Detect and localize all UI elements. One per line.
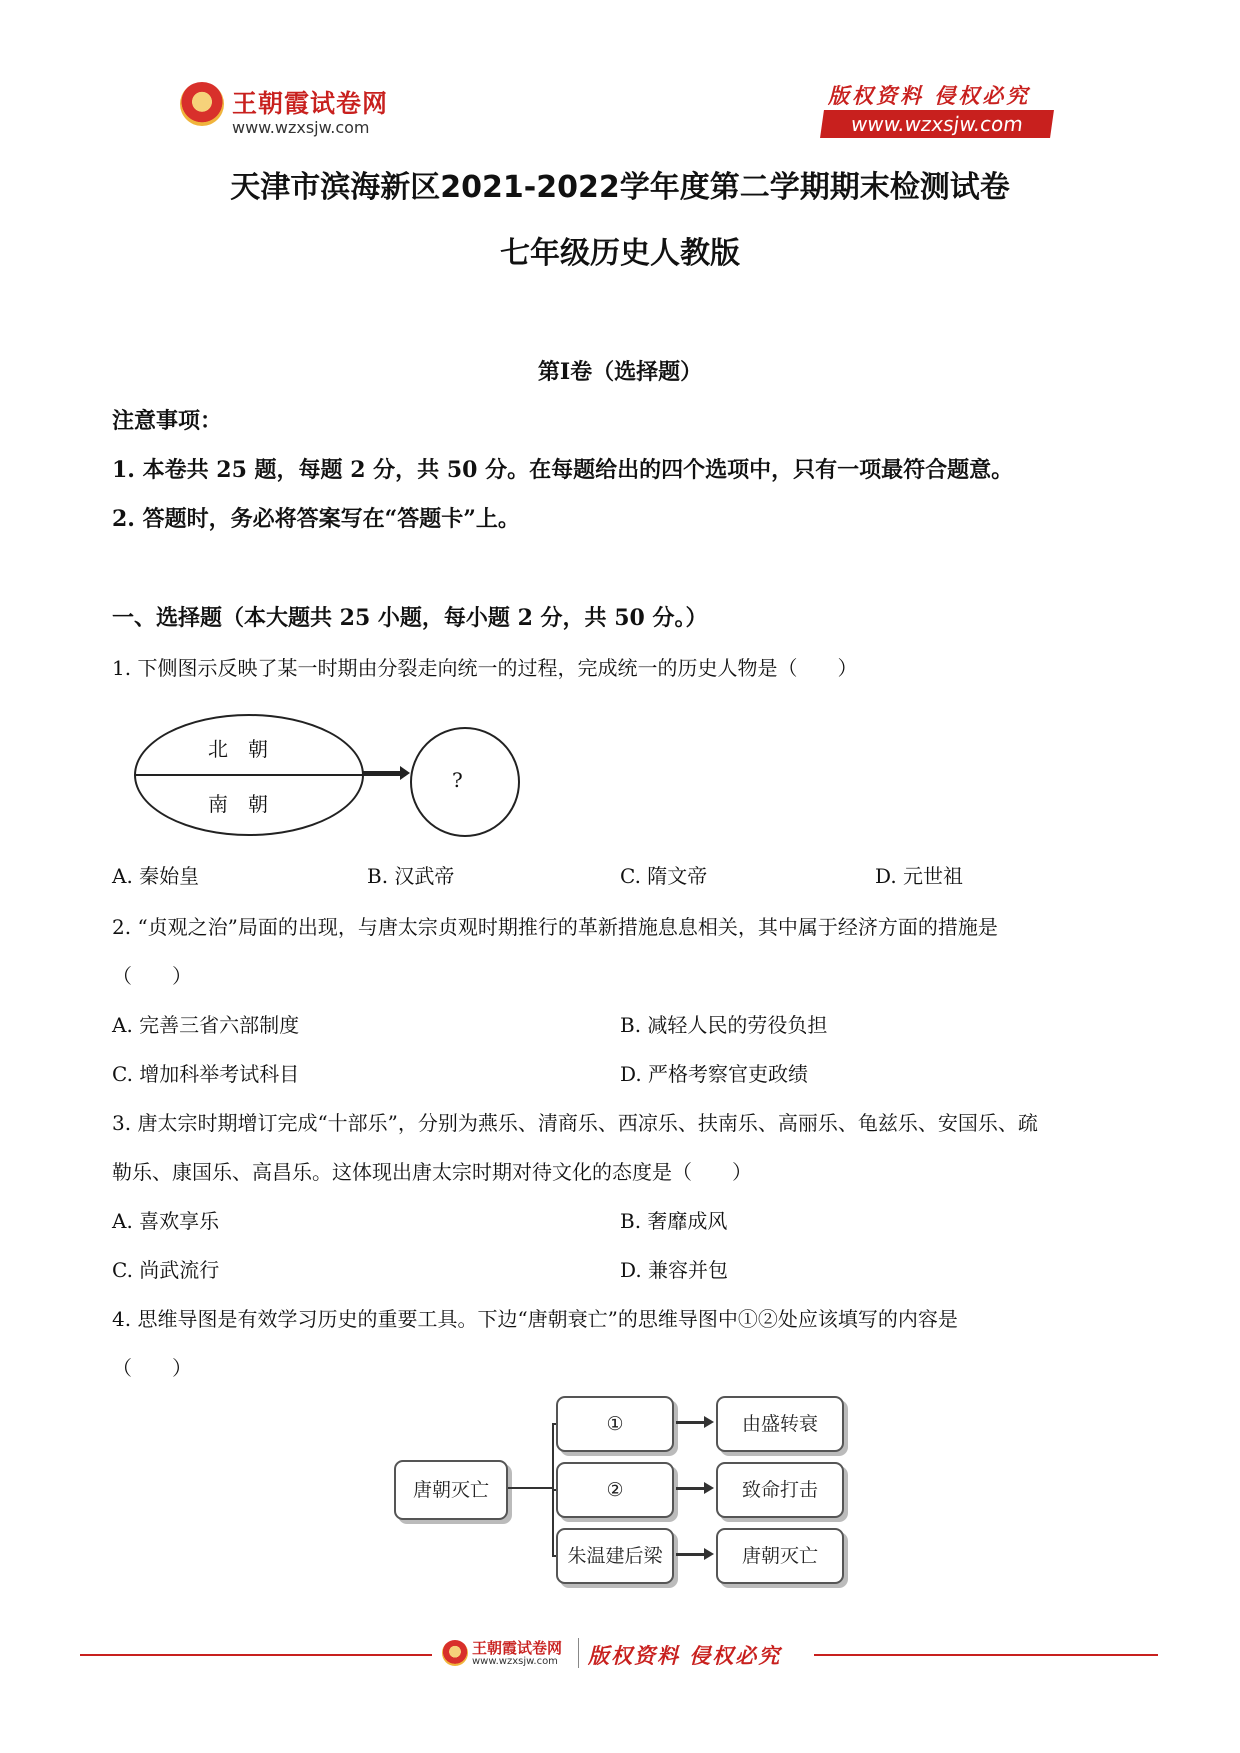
rights-url: www.wzxsjw.com (820, 110, 1054, 138)
q1-diagram-circle (410, 727, 520, 837)
exam-subtitle: 七年级历史人教版 (500, 236, 740, 271)
q1-diagram-top: 北 朝 (208, 737, 268, 761)
q3-option-b: B. 奢靡成风 (620, 1209, 728, 1233)
q4-stem-cont: （ ） (112, 1356, 192, 1380)
footer-rights-notice: 版权资料 侵权必究 (588, 1643, 782, 1668)
rights-notice: 版权资料 侵权必究 (828, 83, 1031, 108)
brand-name: 王朝霞试卷网 (232, 89, 389, 118)
q2-option-b: B. 减轻人民的劳役负担 (620, 1013, 828, 1037)
mindmap-cause-3: 朱温建后梁 (556, 1528, 674, 1584)
mindmap-root: 唐朝灭亡 (394, 1460, 508, 1520)
mindmap-cause-1: ① (556, 1396, 674, 1452)
mindmap-cause-2: ② (556, 1462, 674, 1518)
brand-url: www.wzxsjw.com (232, 118, 370, 137)
q1-option-c: C. 隋文帝 (620, 864, 708, 888)
q4-stem: 4. 思维导图是有效学习历史的重要工具。下边“唐朝衰亡”的思维导图中①②处应该填写的内容是 (112, 1307, 958, 1331)
mindmap-effect-1: 由盛转衰 (716, 1396, 844, 1452)
section-heading: 一、选择题（本大题共 25 小题，每小题 2 分，共 50 分。） (112, 605, 708, 631)
q3-option-c: C. 尚武流行 (112, 1258, 220, 1282)
q2-stem: 2. “贞观之治”局面的出现，与唐太宗贞观时期推行的革新措施息息相关，其中属于经济方面的措施是 (112, 915, 998, 939)
footer-brand-url: www.wzxsjw.com (472, 1656, 558, 1667)
footer-separator (578, 1638, 579, 1668)
q1-diagram-bottom: 南 朝 (208, 792, 268, 816)
mindmap-arrowhead-2 (704, 1482, 714, 1494)
q3-option-a: A. 喜欢享乐 (112, 1209, 220, 1233)
brand-logo (180, 82, 224, 126)
q3-option-d: D. 兼容并包 (620, 1258, 729, 1282)
footer-rule-right (814, 1654, 1158, 1656)
mindmap-arrowhead-3 (704, 1548, 714, 1560)
q1-diagram-divider (134, 774, 362, 776)
q1-option-d: D. 元世祖 (875, 864, 964, 888)
q1-stem: 1. 下侧图示反映了某一时期由分裂走向统一的过程，完成统一的历史人物是（ ） (112, 656, 858, 680)
mindmap-arrow-3 (676, 1553, 706, 1556)
q3-stem-cont: 勒乐、康国乐、高昌乐。这体现出唐太宗时期对待文化的态度是（ ） (112, 1160, 752, 1184)
q1-option-b: B. 汉武帝 (367, 864, 455, 888)
footer-logo (442, 1640, 468, 1666)
q3-stem: 3. 唐太宗时期增订完成“十部乐”，分别为燕乐、清商乐、西凉乐、扶南乐、高丽乐、龟兹乐、安国乐、疏 (112, 1111, 1038, 1135)
note-item-2: 2. 答题时，务必将答案写在“答题卡”上。 (112, 506, 520, 532)
mindmap-arrowhead-1 (704, 1416, 714, 1428)
note-item-1: 1. 本卷共 25 题，每题 2 分，共 50 分。在每题给出的四个选项中，只有一项最符合题意。 (112, 457, 1014, 483)
exam-title: 天津市滨海新区2021-2022学年度第二学期期末检测试卷 (230, 170, 1010, 205)
q2-option-c: C. 增加科举考试科目 (112, 1062, 300, 1086)
footer-brand-name: 王朝霞试卷网 (472, 1639, 563, 1657)
mindmap-root-connector (508, 1487, 554, 1489)
q1-diagram-arrowhead (400, 766, 410, 780)
mindmap-arrow-2 (676, 1487, 706, 1490)
q2-option-a: A. 完善三省六部制度 (112, 1013, 300, 1037)
q1-option-a: A. 秦始皇 (112, 864, 200, 888)
footer-rule-left (80, 1654, 432, 1656)
q1-diagram-result: ? (452, 768, 463, 792)
mindmap-effect-3: 唐朝灭亡 (716, 1528, 844, 1584)
mindmap-effect-2: 致命打击 (716, 1462, 844, 1518)
notes-heading: 注意事项： (112, 408, 223, 434)
q2-option-d: D. 严格考察官吏政绩 (620, 1062, 809, 1086)
volume-title: 第Ⅰ卷（选择题） (537, 359, 703, 385)
mindmap-arrow-1 (676, 1421, 706, 1424)
q2-stem-cont: （ ） (112, 964, 192, 988)
